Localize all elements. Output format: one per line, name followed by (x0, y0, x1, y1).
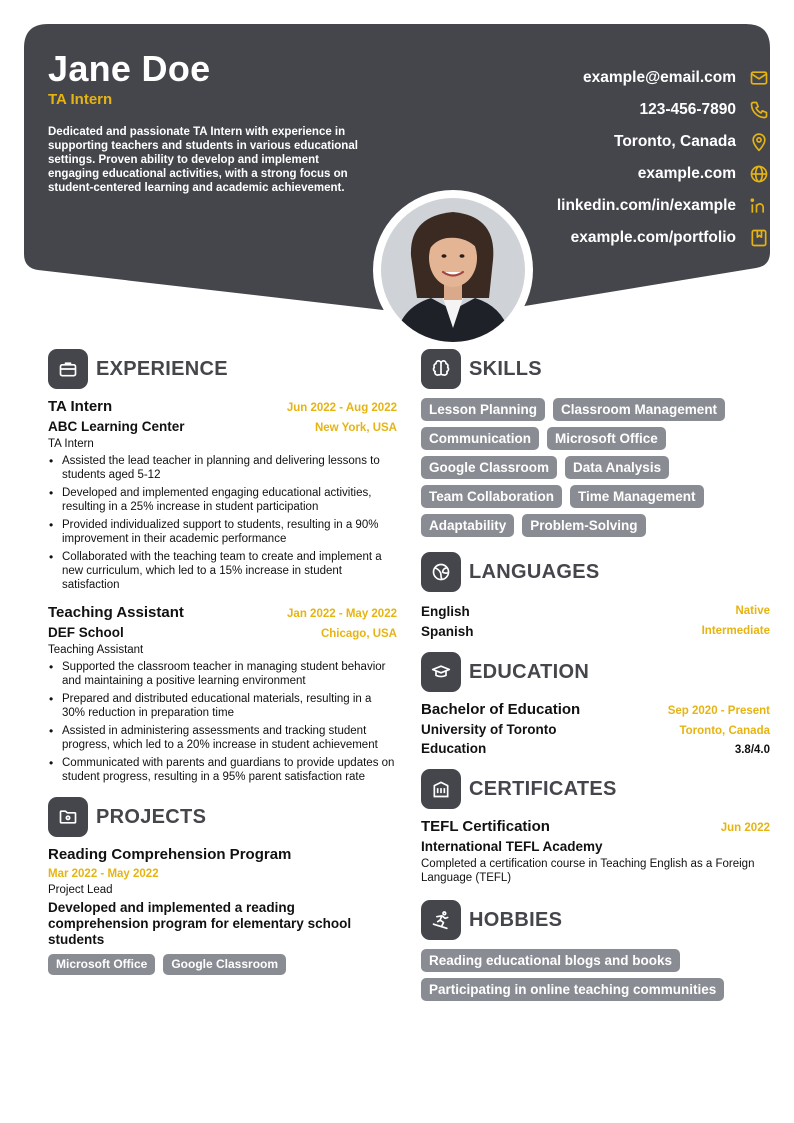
certificate-name: TEFL Certification (421, 818, 550, 835)
certificates-section-header (421, 768, 770, 810)
profile-summary: Dedicated and passionate TA Intern with experience in supporting teachers and students in various educational settings. Proven ability to develop and implement engaging educational activities, with a strong focus on student-centered learning and academic achievement. (48, 126, 358, 194)
skill-tag: Problem-Solving (522, 514, 645, 537)
hobby-tag: Reading educational blogs and books (421, 949, 680, 972)
education-location: Toronto, Canada (679, 725, 770, 737)
globe-icon (748, 163, 770, 185)
skill-tag: Classroom Management (553, 398, 725, 421)
phone-icon (748, 99, 770, 121)
languages-list (421, 601, 770, 641)
right-column (421, 348, 770, 1001)
brain-icon (421, 349, 461, 389)
job-bullets (48, 660, 397, 784)
language-level: Intermediate (701, 625, 770, 637)
hobby-tag: Participating in online teaching communities (421, 978, 724, 1001)
website-text[interactable]: example.com (637, 165, 736, 182)
skill-tag: Lesson Planning (421, 398, 545, 421)
projects-section-header (48, 796, 397, 838)
job-position: TA Intern (48, 438, 94, 450)
linkedin-icon (748, 195, 770, 217)
project-description: Developed and implemented a reading comprehension program for elementary school students (48, 900, 352, 947)
language-name: English (421, 603, 470, 619)
gpa: 3.8/4.0 (734, 744, 770, 756)
job-bullet: • Provided individualized support to students, resulting in a 90% improvement in their academic performance (48, 518, 397, 546)
project-tags (48, 954, 397, 975)
location-pin-icon (748, 131, 770, 153)
globe-grid-icon (421, 552, 461, 592)
certificate-description: Completed a certification course in Teaching English as a Foreign Language (TEFL) (421, 858, 755, 884)
linkedin-text[interactable]: linkedin.com/in/example (556, 197, 736, 214)
job-bullet: • Supported the classroom teacher in managing student behavior and maintaining a positive learning environment (48, 660, 397, 688)
skill-tag: Google Classroom (421, 456, 557, 479)
language-row (421, 601, 770, 621)
job-bullet: • Assisted in administering assessments and tracking student progress, which led to a 20% increase in student achievement (48, 724, 397, 752)
contact-phone[interactable] (410, 94, 770, 126)
job-date: Jun 2022 - Aug 2022 (286, 402, 397, 414)
language-level: Native (735, 605, 770, 617)
project-date: Mar 2022 - May 2022 (48, 868, 159, 880)
job-location: Chicago, USA (320, 628, 397, 640)
bookmark-icon (748, 227, 770, 249)
candidate-name: Jane Doe (48, 48, 211, 89)
mail-icon (748, 67, 770, 89)
projects-title: PROJECTS (96, 805, 207, 828)
project-item (48, 846, 397, 975)
job-company: DEF School (48, 625, 124, 640)
job-bullet: • Prepared and distributed educational materials, resulting in a 30% reduction in preparation time (48, 692, 397, 720)
phone-text[interactable]: 123-456-7890 (639, 101, 736, 118)
graduation-cap-icon (421, 652, 461, 692)
project-tag: Microsoft Office (48, 954, 155, 975)
candidate-role: TA Intern (48, 91, 113, 108)
education-item (421, 701, 770, 756)
field-of-study: Education (421, 741, 487, 756)
job-bullet: • Assisted the lead teacher in planning and delivering lessons to students aged 5-12 (48, 454, 397, 482)
certificate-item (421, 818, 770, 885)
contact-email[interactable] (410, 62, 770, 94)
skier-icon (421, 900, 461, 940)
skill-tag: Adaptability (421, 514, 514, 537)
languages-title: LANGUAGES (469, 560, 600, 583)
language-row (421, 621, 770, 641)
job-title: TA Intern (48, 398, 113, 415)
skill-tag: Microsoft Office (547, 427, 666, 450)
certificate-date: Jun 2022 (720, 822, 770, 834)
left-column (48, 348, 397, 975)
hobbies-section-header (421, 899, 770, 941)
skills-list (421, 398, 770, 537)
project-tag: Google Classroom (163, 954, 286, 975)
job-company: ABC Learning Center (48, 419, 185, 434)
skill-tag: Data Analysis (565, 456, 669, 479)
skill-tag: Time Management (570, 485, 704, 508)
briefcase-icon (48, 349, 88, 389)
degree: Bachelor of Education (421, 701, 581, 718)
certificate-issuer: International TEFL Academy (421, 839, 603, 854)
education-date: Sep 2020 - Present (667, 705, 770, 717)
experience-section-header (48, 348, 397, 390)
profile-photo (373, 190, 533, 350)
job-location: New York, USA (314, 422, 397, 434)
job-title: Teaching Assistant (48, 604, 184, 621)
job-bullets (48, 454, 397, 592)
skills-title: SKILLS (469, 357, 542, 380)
hobbies-title: HOBBIES (469, 908, 563, 931)
job-bullet: • Communicated with parents and guardians to provide updates on student progress, resulting in a 95% parent satisfaction rate (48, 756, 397, 784)
job-bullet: • Collaborated with the teaching team to create and implement a new curriculum, which led to a 15% increase in student satisfaction (48, 550, 397, 592)
folder-icon (48, 797, 88, 837)
location-text: Toronto, Canada (614, 133, 736, 150)
skills-section-header (421, 348, 770, 390)
job-bullet: • Developed and implemented engaging educational activities, resulting in a 25% increase in student participation (48, 486, 397, 514)
contact-website[interactable] (410, 158, 770, 190)
portfolio-text[interactable]: example.com/portfolio (570, 229, 736, 246)
email-text[interactable]: example@email.com (583, 69, 736, 86)
job-date: Jan 2022 - May 2022 (287, 608, 397, 620)
project-role: Project Lead (48, 884, 113, 896)
experience-title: EXPERIENCE (96, 357, 228, 380)
skill-tag: Communication (421, 427, 539, 450)
certificates-title: CERTIFICATES (469, 777, 617, 800)
education-title: EDUCATION (469, 660, 590, 683)
experience-item (48, 398, 397, 592)
education-section-header (421, 651, 770, 693)
language-name: Spanish (421, 623, 474, 639)
project-name: Reading Comprehension Program (48, 846, 292, 863)
school: University of Toronto (421, 722, 557, 737)
languages-section-header (421, 551, 770, 593)
building-icon (421, 769, 461, 809)
hobbies-list (421, 949, 770, 1001)
experience-item (48, 604, 397, 784)
skill-tag: Team Collaboration (421, 485, 562, 508)
contact-location (410, 126, 770, 158)
job-position: Teaching Assistant (48, 644, 144, 656)
